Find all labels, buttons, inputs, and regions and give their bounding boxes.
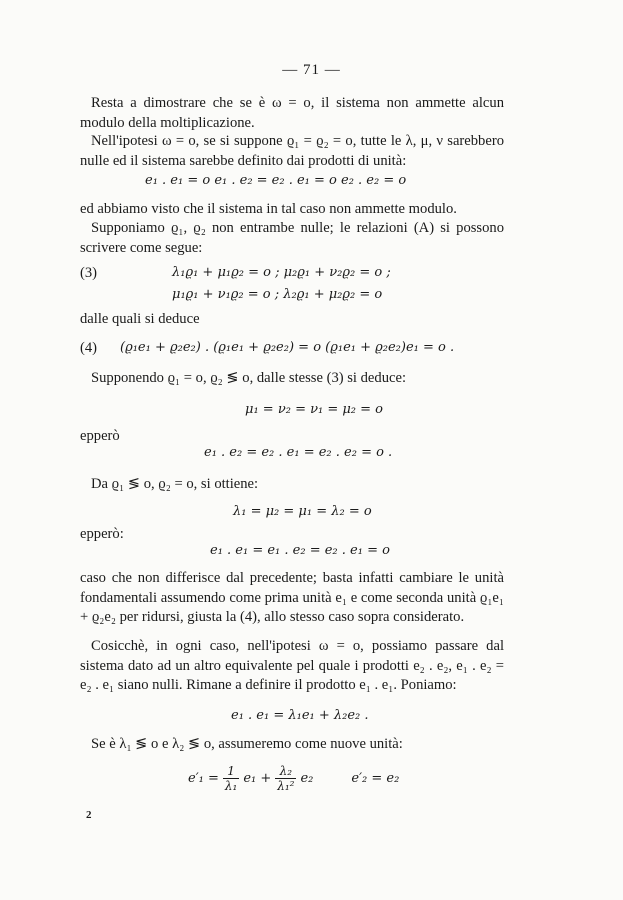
new-unit-1-end: e₂ — [300, 771, 314, 786]
equation-3-line-1: λ₁ϱ₁ + μ₁ϱ₂ = o ; μ₂ϱ₁ + ν₂ϱ₂ = o ; — [172, 265, 391, 280]
equation-products-zero: e₁ . e₂ = e₂ . e₁ = e₂ . e₂ = o . — [204, 445, 393, 460]
new-unit-1-lhs: e′₁ = — [188, 771, 219, 786]
equation-3-label: (3) — [80, 265, 98, 281]
equation-unit-products: e₁ . e₁ = o e₁ . e₂ = e₂ . e₁ = o e₂ . e₂ = o — [145, 173, 407, 188]
paragraph-10: caso che non differisce dal precedente; basta infatti cambiare le unità fondamentali assumendo come prima unità e₁ e come seconda unità ϱ₁e₁ + ϱ₂e₂ per ridursi, giusta la (4), allo stesso caso sopra considerato. — [80, 570, 504, 625]
paragraph-9: epperò: — [80, 526, 124, 542]
equation-new-units — [188, 764, 399, 793]
fraction-1-numerator: 1 — [223, 764, 239, 779]
fraction-1-denominator: λ₁ — [224, 779, 238, 793]
paragraph-8: Da ϱ₁ ≶ o, ϱ₂ = o, si ottiene: — [91, 476, 259, 492]
new-unit-2: e′₂ = e₂ — [351, 771, 400, 786]
paragraph-7: epperò — [80, 428, 120, 444]
fraction-2-numerator: λ₂ — [275, 764, 296, 779]
paragraph-3: ed abbiamo visto che il sistema in tal caso non ammette modulo. — [80, 201, 457, 217]
paragraph-12: Se è λ₁ ≶ o e λ₂ ≶ o, assumeremo come nuove unità: — [91, 736, 403, 752]
paragraph-5: dalle quali si deduce — [80, 311, 200, 327]
equation-4: (ϱ₁e₁ + ϱ₂e₂) . (ϱ₁e₁ + ϱ₂e₂) = o (ϱ₁e₁ + ϱ₂e₂)e₁ = o . — [120, 340, 455, 355]
equation-mu-nu: μ₁ = ν₂ = ν₁ = μ₂ = o — [245, 402, 384, 417]
equation-3-line-2: μ₁ϱ₁ + ν₁ϱ₂ = o ; λ₂ϱ₁ + μ₂ϱ₂ = o — [172, 287, 383, 302]
equation-lambda-mu: λ₁ = μ₂ = μ₁ = λ₂ = o — [233, 504, 372, 519]
page-number: — 71 — — [282, 62, 341, 78]
fraction-1 — [223, 764, 239, 793]
equation-products-zero-2: e₁ . e₁ = e₁ . e₂ = e₂ . e₁ = o — [210, 543, 390, 558]
equation-definition: e₁ . e₁ = λ₁e₁ + λ₂e₂ . — [231, 708, 369, 723]
new-unit-1-middle: e₁ + — [243, 771, 272, 786]
paragraph-2: Nell'ipotesi ω = o, se si suppone ϱ₁ = ϱ₂ = o, tutte le λ, μ, ν sarebbero nulle ed il sistema sarebbe definito dai prodotti di unità: — [80, 133, 504, 169]
paragraph-4: Supponiamo ϱ₁, ϱ₂ non entrambe nulle; le relazioni (A) si possono scrivere come segue: — [80, 220, 504, 256]
equation-4-label: (4) — [80, 340, 98, 356]
paragraph-6: Supponendo ϱ₁ = o, ϱ₂ ≶ o, dalle stesse (3) si deduce: — [91, 370, 407, 386]
signature-mark: 2 — [86, 809, 92, 821]
paragraph-1: Resta a dimostrare che se è ω = o, il sistema non ammette alcun modulo della moltiplicazione. — [80, 95, 504, 131]
fraction-2 — [275, 764, 296, 793]
paragraph-11: Cosicchè, in ogni caso, nell'ipotesi ω = o, possiamo passare dal sistema dato ad un altro equivalente pel quale i prodotti e₂ . e₂, e₁ . e₂ = e₂ . e₁ siano nulli. Rimane a definire il prodotto e₁ . e₁. Poniamo: — [80, 638, 504, 693]
fraction-2-denominator: λ₁² — [277, 779, 295, 793]
